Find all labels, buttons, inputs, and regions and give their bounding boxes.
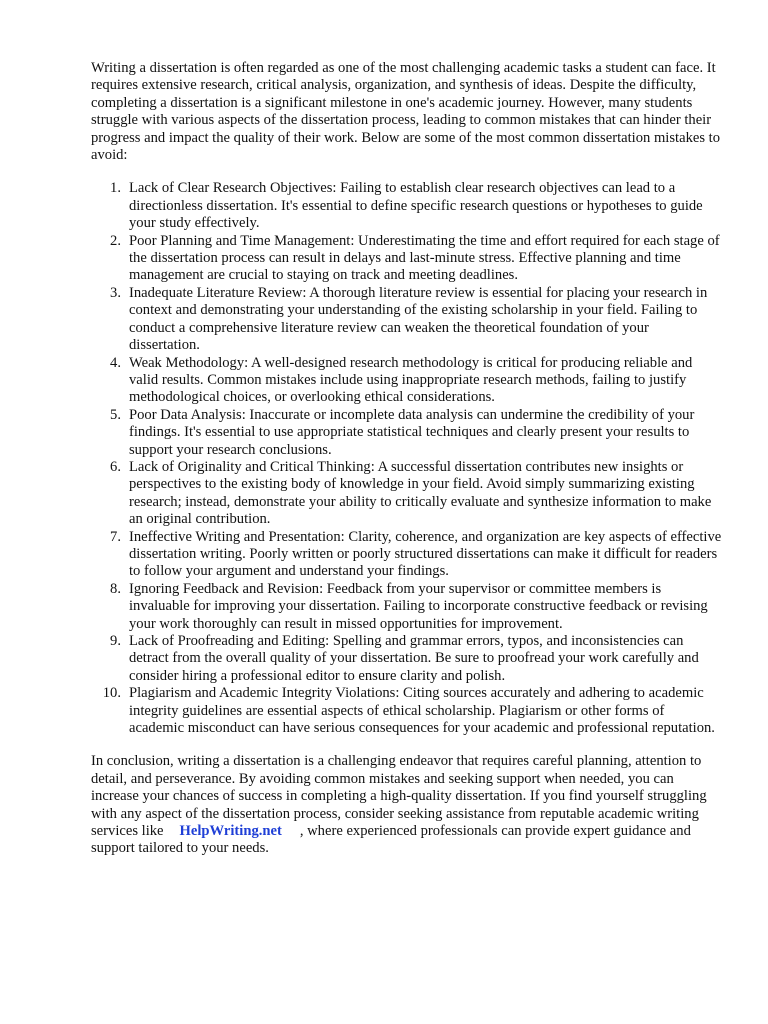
list-item-number: 1. <box>110 180 121 197</box>
mistakes-list <box>91 180 723 737</box>
list-item-text: Lack of Originality and Critical Thinking: A successful dissertation contributes new insights or perspectives to the existing body of knowledge in your field. Avoid simply summarizing existing research; instead, demonstrate your ability to critically evaluate and synthesize information to make an original contribution. <box>129 458 712 528</box>
list-item <box>91 685 723 737</box>
list-item-number: 10. <box>102 685 121 702</box>
list-item-number: 7. <box>110 528 121 545</box>
list-item-text: Plagiarism and Academic Integrity Violations: Citing sources accurately and adhering to academic integrity guidelines are essential aspects of ethical scholarship. Plagiarism or other forms of academic misconduct can have serious consequences for your academic and professional reputation. <box>129 685 715 737</box>
list-item <box>91 633 723 685</box>
conclusion-text-after: , where experienced professionals can provide expert guidance and support tailored to your needs. <box>91 823 691 857</box>
helpwriting-link[interactable]: HelpWriting.net <box>179 823 282 840</box>
list-item <box>91 459 723 529</box>
list-item <box>91 529 723 581</box>
list-item-number: 9. <box>110 633 121 649</box>
list-item-number: 2. <box>110 232 121 249</box>
list-item-number: 6. <box>110 458 121 475</box>
list-item-text: Inadequate Literature Review: A thorough literature review is essential for placing your research in context and demonstrating your understanding of the existing scholarship in your field. Failing to conduct a comprehensive literature review can weaken the theoretical foundation of your dissertation. <box>129 284 708 354</box>
list-item-number: 3. <box>110 284 121 301</box>
list-item <box>91 233 723 285</box>
list-item <box>91 581 723 633</box>
list-item <box>91 407 723 459</box>
document-page <box>91 60 723 858</box>
list-item-text: Poor Data Analysis: Inaccurate or incomplete data analysis can undermine the credibility of your findings. It's essential to use appropriate statistical techniques and clearly present your results to support your research conclusions. <box>129 406 695 458</box>
list-item-text: Ineffective Writing and Presentation: Clarity, coherence, and organization are key aspects of effective dissertation writing. Poorly written or poorly structured dissertations can make it difficult for readers to follow your argument and understand your findings. <box>129 528 722 580</box>
list-item-text: Weak Methodology: A well-designed research methodology is critical for producing reliable and valid results. Common mistakes include using inappropriate research methods, failing to justify methodological choices, or overlooking ethical considerations. <box>129 354 693 406</box>
conclusion-text-before: In conclusion, writing a dissertation is a challenging endeavor that requires careful planning, attention to detail, and perseverance. By avoiding common mistakes and seeking support when needed, you can increase your chances of success in completing a high-quality dissertation. If you find yourself struggling with any aspect of the dissertation process, consider seeking assistance from reputable academic writing services like <box>91 753 707 840</box>
list-item-text: Ignoring Feedback and Revision: Feedback from your supervisor or committee members is invaluable for improving your dissertation. Failing to incorporate constructive feedback or revising your work thoroughly can result in missed opportunities for improvement. <box>129 580 708 632</box>
list-item-number: 8. <box>110 580 121 597</box>
list-item-number: 5. <box>110 406 121 423</box>
list-item <box>91 285 723 355</box>
intro-paragraph: Writing a dissertation is often regarded as one of the most challenging academic tasks a student can face. It requires extensive research, critical analysis, organization, and synthesis of ideas. Despite the difficulty, completing a dissertation is a significant milestone in one's academic journey. However, many students struggle with various aspects of the dissertation process, leading to common mistakes that can hinder their progress and impact the quality of their work. Below are some of the most common dissertation mistakes to avoid: <box>91 60 721 164</box>
list-item <box>91 180 723 232</box>
list-item <box>91 355 723 407</box>
list-item-text: Lack of Clear Research Objectives: Failing to establish clear research objectives can lead to a directionless dissertation. It's essential to define specific research questions or hypotheses to guide your study effectively. <box>129 180 703 232</box>
list-item-text: Lack of Proofreading and Editing: Spelling and grammar errors, typos, and inconsistencies can detract from the overall quality of your dissertation. Be sure to proofread your work carefully and consider hiring a professional editor to ensure clarity and polish. <box>129 633 699 684</box>
list-item-number: 4. <box>110 354 121 371</box>
conclusion-paragraph <box>91 753 723 857</box>
list-item-text: Poor Planning and Time Management: Underestimating the time and effort required for each stage of the dissertation process can result in delays and last-minute stress. Effective planning and time management are crucial to staying on track and meeting deadlines. <box>129 232 720 284</box>
